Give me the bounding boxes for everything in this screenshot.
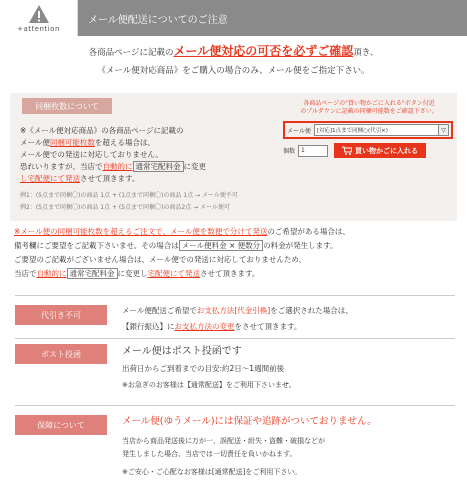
guarantee-text (122, 413, 377, 479)
cart-note-line-1: 各商品ページの"買い物かごに入れる"ボタン付近 (303, 100, 435, 107)
guarantee-line-4: ※ご安心・ご心配なお客様は[通常配送]をご利用下さい。 (122, 468, 302, 476)
guarantee-tag: 保障について (15, 415, 107, 435)
bundle-line-5-red: し宅配便にて発送 (20, 174, 80, 183)
add-to-cart-button[interactable] (334, 143, 426, 158)
bundle-line-4 (20, 161, 290, 173)
bundle-line-1: ※《メール便対応商品》の各商品ページに記載の (20, 126, 184, 135)
split-line-2-box: メール便料金 × 便数分 (179, 240, 263, 251)
bundle-line-4-red: 自動的に (102, 162, 133, 171)
bundle-examples (20, 190, 320, 214)
cod-text (122, 303, 353, 335)
add-to-cart-label: 買い物かごに入れる (355, 146, 419, 155)
intro-line-1 (0, 42, 467, 62)
split-shipping-note (0, 225, 467, 281)
cod-line-2 (122, 319, 353, 335)
post-tag: ポスト投函 (15, 344, 107, 364)
attention-header (0, 0, 467, 36)
split-line-4-pre: 当店で (14, 269, 37, 278)
cod-line-2-red: お支払方法の変更 (174, 322, 235, 331)
bundle-count-tag: 同梱枚数について (22, 98, 112, 114)
cod-tag: 代引き不可 (15, 305, 107, 325)
bundle-line-2-red: 同梱可能枚数 (49, 138, 95, 147)
intro-highlight: メール便対応の可否を必ずご確認 (173, 44, 354, 58)
divider (15, 338, 455, 339)
bundle-line-2-post: を超える場合は、 (94, 138, 155, 147)
bundle-example-1: 例1：(5点まで同梱〇)の商品 1点 + (1点まで同梱〇)の商品 1点 → メール便不可 (20, 192, 238, 199)
post-row (15, 338, 455, 403)
guarantee-line-2: 当店から商品発送後に万が一、誤配送・紛失・盗難・破損などが (122, 437, 325, 445)
cart-note-line-2: のプルダウンに記載の同梱可能数をご確認下さい。 (300, 108, 438, 115)
quantity-input[interactable]: 1 (298, 145, 328, 157)
post-line-1: メール便はポスト投函です (122, 346, 242, 357)
bundle-example-2: 例2：(5点まで同梱〇)の商品 1点 + (5点まで同梱〇)の商品2点 → メール便可 (20, 204, 230, 211)
header-title: メール便配送についてのご注意 (78, 0, 467, 36)
bundle-line-3: メール便での発送に対応しておりません。 (20, 150, 163, 159)
cart-sample (283, 100, 455, 190)
intro-line-2: 《メール便対応商品》をご購入の場合のみ、メール便をご指定下さい。 (97, 66, 370, 76)
guarantee-line-3: 発生しました場合、当店では一切責任を負いかねます。 (122, 450, 297, 458)
post-line-3: ※お急ぎのお客様は【通常配送】をご利用下さいませ。 (122, 381, 296, 389)
warning-triangle-icon (28, 4, 50, 24)
split-line-1-red: ※メール便の同梱可能枚数を超えるご注文で、メール便を数便で分けて発送 (14, 227, 268, 236)
cart-note (283, 100, 455, 116)
split-line-4 (14, 267, 467, 281)
bundle-line-5 (20, 173, 290, 185)
cod-line-1-red: お支払方法[代金引換] (196, 306, 271, 315)
guarantee-line-1: メール便(ゆうメール)には保証や追跡がついておりません。 (122, 416, 377, 427)
split-line-4-red-1: 自動的に (36, 269, 67, 278)
attention-label: +attention (17, 24, 60, 33)
split-line-2-post: の料金が発生します。 (263, 241, 338, 250)
split-line-4-post: させて頂きます。 (200, 269, 260, 278)
attention-badge (0, 0, 78, 36)
shipping-select-row (283, 121, 453, 139)
post-text (122, 343, 296, 393)
cod-line-1-pre: メール便配送ご希望で (122, 306, 197, 315)
split-line-4-mid: に変更し (117, 269, 148, 278)
intro-line-1-pre: 各商品ページに記載の (88, 48, 174, 58)
quantity-label: 個数 (283, 148, 296, 155)
split-line-2-pre: 備考欄にご要望をご記載下さいませ。その場合は (14, 241, 179, 250)
intro-line-1-post: 頂き、 (353, 48, 379, 58)
bundle-line-2-pre: メール便 (20, 138, 50, 147)
cod-line-1 (122, 303, 353, 319)
intro-text (0, 42, 467, 80)
cod-line-1-post: をご選択された場合は、 (270, 306, 353, 315)
guarantee-row (15, 405, 455, 500)
shipping-select-label: メール便 (287, 127, 311, 135)
split-line-4-red-2: 宅配便にて発送 (147, 269, 200, 278)
chevron-down-icon[interactable]: ▽ (439, 124, 449, 136)
bundle-line-4-post: に変更 (183, 162, 206, 171)
shipping-select[interactable]: [対応]1点まで同梱○(代引×) (314, 124, 439, 136)
split-line-2 (14, 239, 467, 253)
bundle-line-4-pre: 恐れいりますが、当店で (20, 162, 103, 171)
cod-line-2-pre: 【銀行振込】に (122, 322, 175, 331)
bundle-line-5-post: させて頂きます。 (80, 174, 140, 183)
cart-icon (342, 146, 352, 155)
split-line-1-post: のご希望がある場合は、 (267, 227, 350, 236)
bundle-line-2 (20, 137, 290, 149)
bundle-count-text (20, 125, 290, 185)
bundle-line-4-box: 通常宅配料金 (133, 161, 184, 172)
split-line-4-box: 通常宅配料金 (67, 268, 118, 279)
split-line-3: ご要望のご記載がございません場合は、メール便での発送に対応しておりませんため、 (14, 255, 307, 264)
post-line-2: 出荷日からご到着までの目安:約2日～1週間前後 (122, 364, 285, 373)
divider (15, 295, 455, 296)
divider (15, 405, 455, 406)
cod-line-2-post: をさせて頂きます。 (234, 322, 302, 331)
split-line-1 (14, 225, 467, 239)
quantity-row (283, 143, 455, 158)
